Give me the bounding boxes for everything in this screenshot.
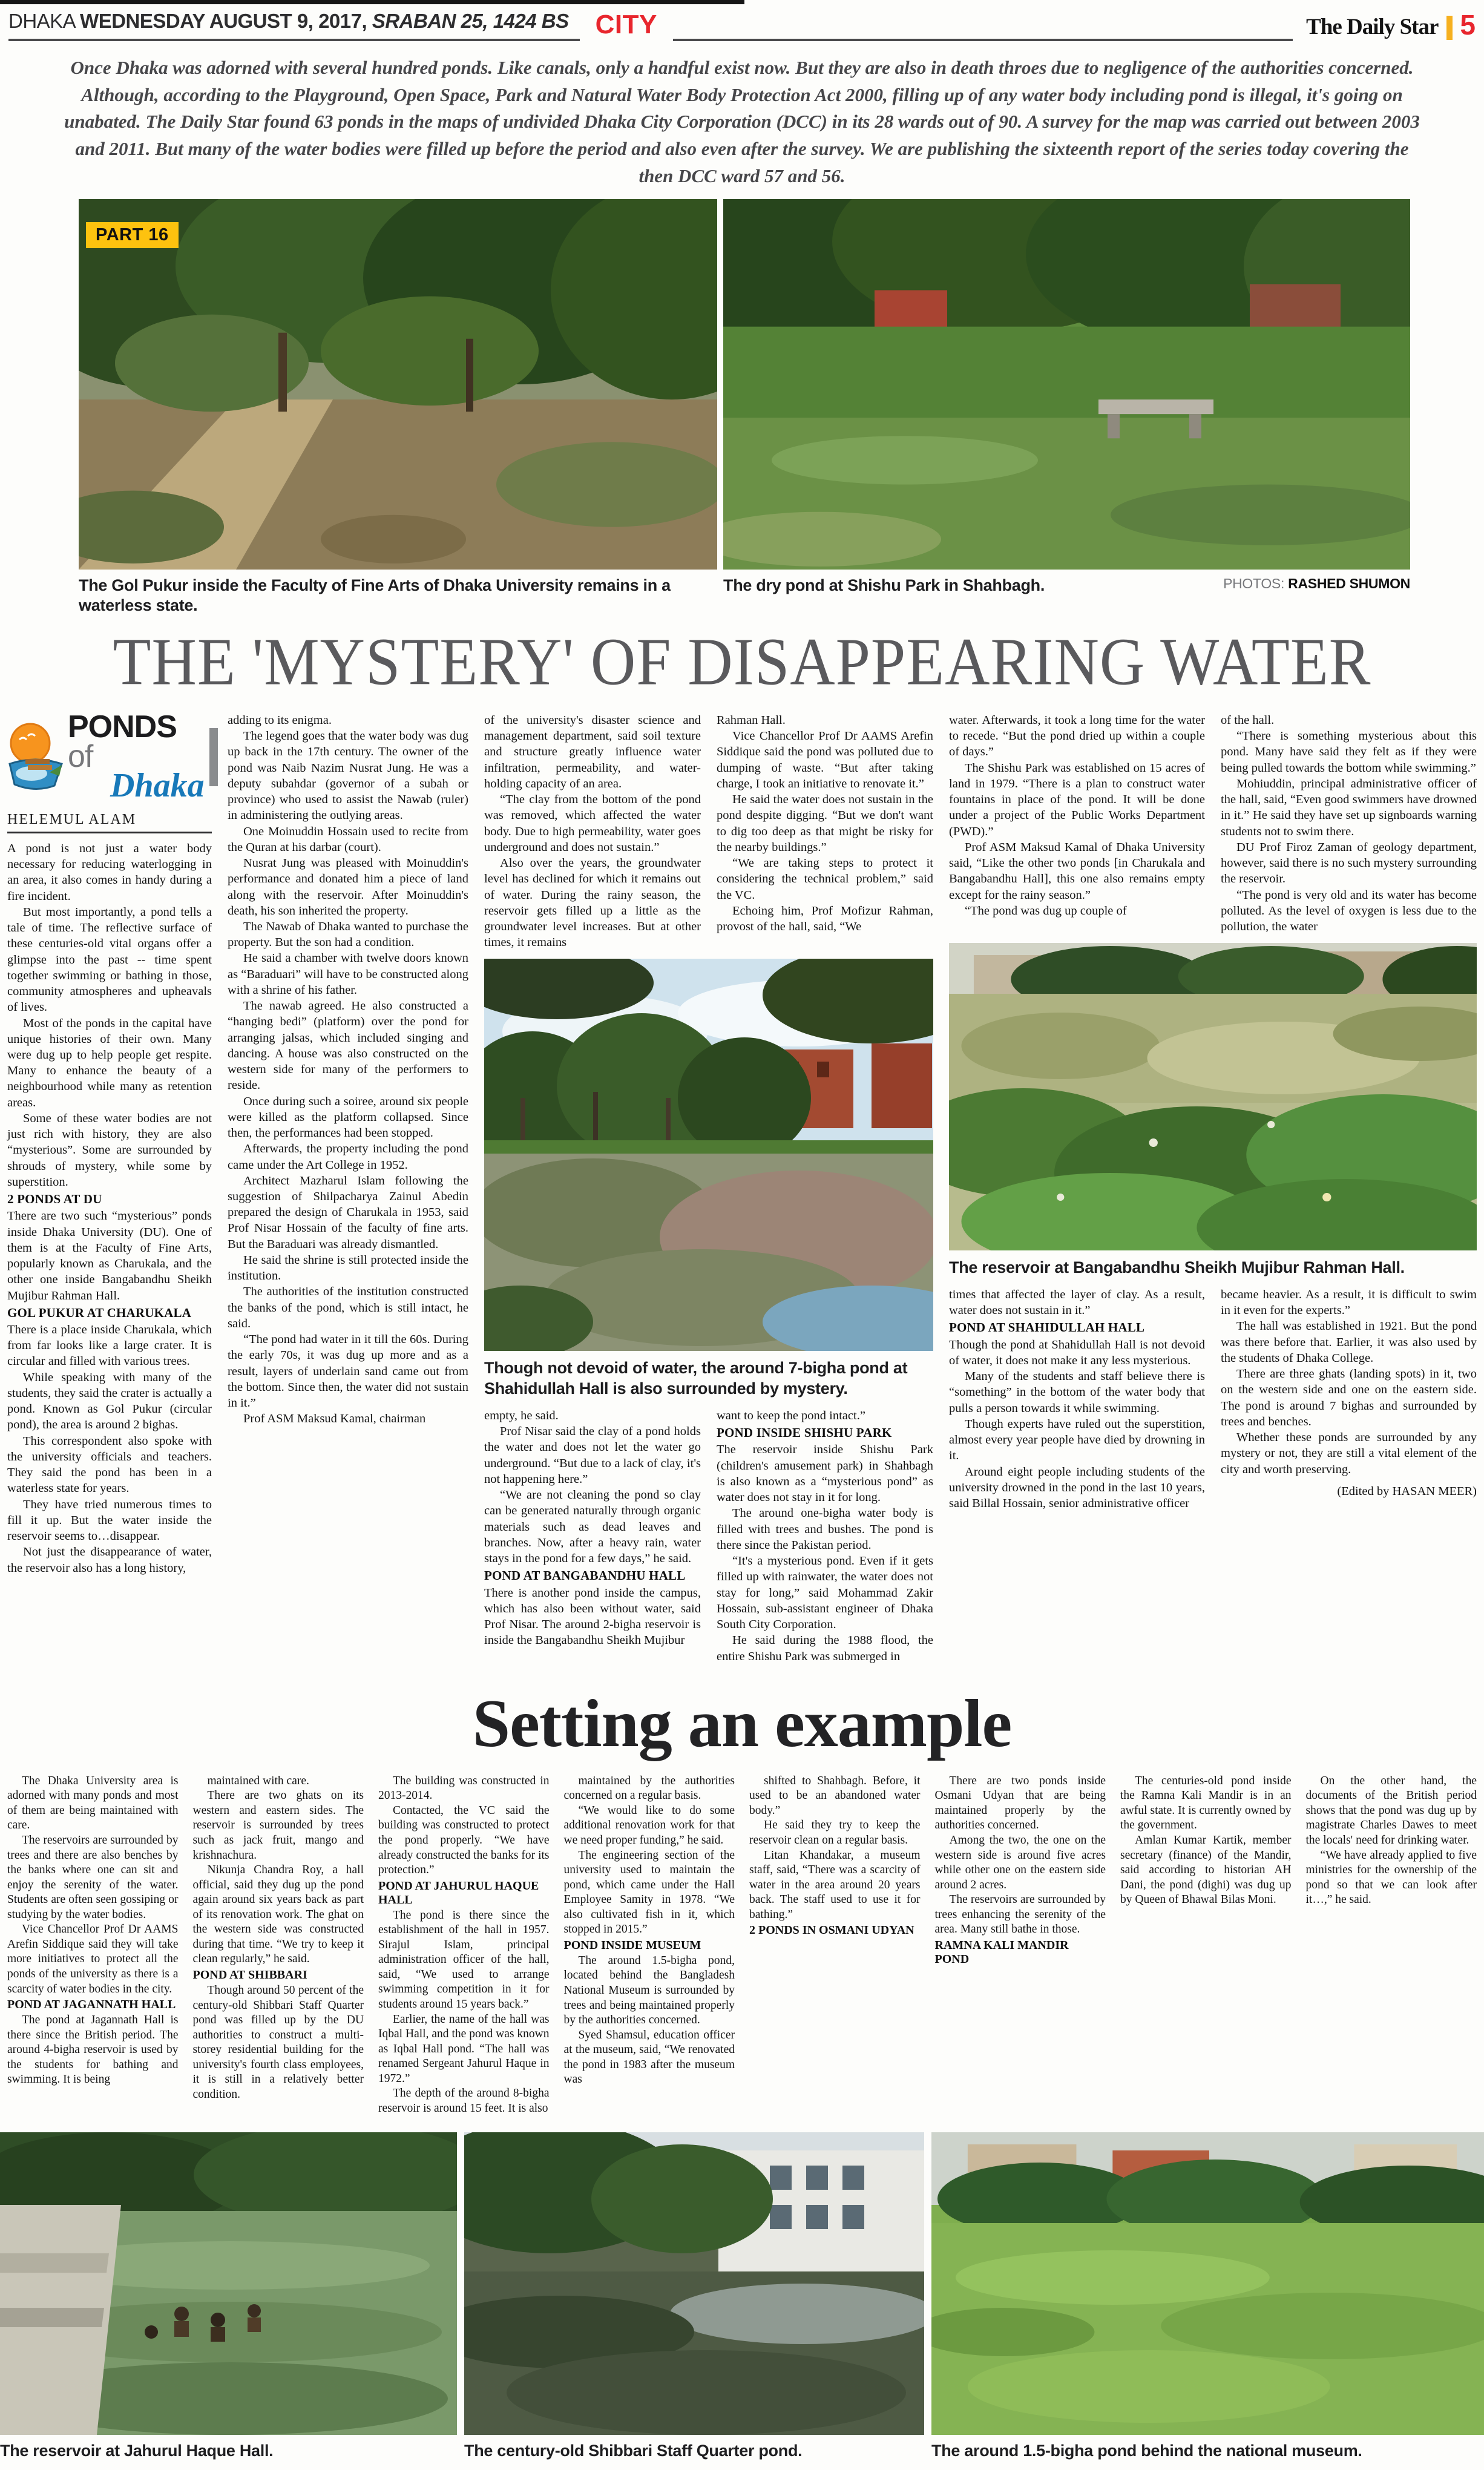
article-paragraph: They have tried numerous times to fill it up. But the water inside the reservoir seems to…disappear. [7,1497,212,1543]
article-paragraph: Though experts have ruled out the superstition, almost every year people have died by drowning in it. [949,1417,1205,1463]
secondary-article [0,1774,1484,2117]
article-paragraph: “We are not cleaning the pond so clay can be generated naturally through organic materials such as dead leaves and branches. Now, after a heavy rain, water stays in the pond for a few days,” he said. [484,1488,701,1566]
masthead-dateline [8,10,580,41]
secondary-headline: Setting an example [472,1686,1012,1761]
photo-bangabandhu-reservoir [949,943,1477,1250]
article-paragraph: The depth of the around 8-bigha reservoir is around 15 feet. It is also [378,2087,550,2115]
article-paragraph: One Moinuddin Hossain used to recite from the Quran at his darbar (court). [228,824,468,854]
article-paragraph: He said a chamber with twelve doors known as “Baraduari” will have to be constructed along with a shrine of his father. [228,951,468,997]
photo-shishu-park-image [723,199,1410,570]
article-paragraph: The around 1.5-bigha pond, located behind the Bangladesh National Museum is surrounded by trees and being maintained properly by the authorities concerned. [563,1954,735,2027]
logo-words [68,709,205,804]
bottom-column-4 [564,1774,735,2117]
article-paragraph: There are two ponds inside Osmani Udyan that are being maintained properly by the authorities concerned. [934,1774,1106,1832]
article-paragraph: Whether these ponds are surrounded by any mystery or not, they are still a vital element of the city and worth preserving. [1221,1431,1477,1476]
article-paragraph: of the university's disaster science and management department, said soil texture and structure greatly influence water infiltration, permeability, and water-holding capacity of an area. [484,713,701,790]
bottom-captions-row [0,2441,1484,2460]
article-paragraph: The pond is there since the establishment of the hall in 1957. Sirajul Islam, principal administration officer of the hall, said, “We used to arrange swimming competition in it for students around 15 years back.” [378,1908,550,2011]
article-paragraph: “The pond is very old and its water has become polluted. As the level of oxygen is less due to the pollution, the water [1221,888,1477,933]
article-columns-3-4 [484,712,933,1664]
part-badge: PART 16 [86,222,179,248]
article-paragraph: Some of these water bodies are not just rich with history, they are also “mysterious”. Some are surrounded by shrouds of mystery, while some by superstition. [7,1111,212,1189]
caption-shibbari: The century-old Shibbari Staff Quarter pond. [464,2441,803,2460]
caption-gol-pukur: The Gol Pukur inside the Faculty of Fine Arts of Dhaka University remains in a waterless state. [79,576,671,614]
article-paragraph: The around one-bigha water body is filled with trees and bushes. The pond is there since the Pakistan period. [717,1506,933,1552]
article-subhead: POND AT JAHURUL HAQUE HALL [378,1879,539,1907]
masthead-date-bs: SRABAN 25, 1424 BS [372,10,569,32]
article-subhead: GOL PUKUR AT CHARUKALA [7,1305,192,1320]
bottom-photos-row [0,2132,1484,2435]
top-captions-row [79,576,1410,615]
bottom-column-2 [193,1774,364,2117]
article-column-3-bottom [484,1408,701,1664]
article-paragraph: The nawab agreed. He also constructed a “hanging bedi” (platform) over the pond for arranging jalsas, which included singing and dancing. A house was also constructed on the western side for many of the performers to reside. [228,999,468,1092]
photo-credit-name: RASHED SHUMON [1288,576,1410,592]
logo-ponds: PONDS [68,709,177,744]
article-paragraph: The building was constructed in 2013-2014. [378,1774,550,1802]
photo-gol-pukur-image [79,199,717,570]
article-subhead: POND AT SHIBBARI [192,1968,307,1982]
photo-gol-pukur [79,199,717,570]
article-paragraph: The Nawab of Dhaka wanted to purchase the property. But the son had a condition. [228,920,468,950]
article-column-6-top [1221,712,1477,934]
photo-shibbari [464,2132,924,2435]
article-paragraph: The pond at Jagannath Hall is there since the British period. The around 4-bigha reservoir is used by the students for bathing and swimming. It is being [7,2014,179,2086]
byline-rule [7,832,212,833]
bottom-column-1 [7,1774,179,2117]
article-paragraph: Amlan Kumar Kartik, member secretary (finance) of the Mandir, said according to historian AH Dani, the pond (dighi) was dug up by Queen of Bhawal Bilas Moni. [1120,1833,1292,1907]
article-column-5-top [949,712,1205,934]
article-paragraph: Most of the ponds in the capital have unique histories of their own. Many were dug up to help people get respite. Many to enhance the beauty of a neighbourhood while many as retention areas. [7,1016,212,1109]
article-columns-5-6 [949,712,1477,1664]
masthead-date: WEDNESDAY AUGUST 9, 2017, [80,10,367,32]
article-paragraph: Rahman Hall. [717,713,786,727]
article-paragraph: On the other hand, the documents of the British period shows that the pond was dug up by magistrate Charles Dawes to meet the locals' need for drinking water. [1305,1774,1477,1847]
article-paragraph: “The clay from the bottom of the pond was removed, which affected the water body. Due to high permeability, water goes underground and does not sustain.” [484,793,701,854]
main-article [0,697,1484,1664]
photo-museum-pond [931,2132,1484,2435]
photo-jahurul-haque [0,2132,457,2435]
article-paragraph: want to keep the pond intact.” [717,1408,865,1422]
article-subhead: POND INSIDE MUSEUM [563,1938,701,1952]
article-paragraph: There is a place inside Charukala, which from far looks like a large crater. It is circular and filled with various trees. [7,1322,212,1368]
article-column-1 [7,709,212,1664]
article-paragraph: There is another pond inside the campus, which has also been without water, said Prof Nisar. The around 2-bigha reservoir is inside the Bangabandhu Sheikh Mujibur [484,1586,701,1647]
article-paragraph: Though around 50 percent of the century-old Shibbari Staff Quarter pond was filled up by the DU authorities to construct a multi-storey residential building for the university's fourth class employees, it is still in a relatively better condition. [192,1984,364,2101]
photo-shibbari-image [464,2132,924,2435]
article-paragraph: water. Afterwards, it took a long time for the water to recede. “But the pond dried up within a couple of days.” [949,713,1205,759]
caption-shishu-park-row [723,576,1410,615]
photo-jahurul-haque-image [0,2132,457,2435]
article-paragraph: Prof ASM Maksud Kamal of Dhaka University said, “Like the other two ponds [in Charukala and Bangabandhu Hall], this one also remains empty except for the rainy season.” [949,840,1205,902]
article-paragraph: Contacted, the VC said the building was constructed to protect the pond properly. “We have already constructed the banks for its protection.” [378,1804,550,1877]
article-paragraph: Vice Chancellor Prof Dr AAMS Arefin Siddique said they will take more initiatives to protect all the ponds of the university as there is a scarcity of water bodies in the city. [7,1923,179,1995]
article-paragraph: The engineering section of the university used to maintain the pond, which came under the Hall Employee Samity in 1978. “We also cultivated fish in it, which stopped in 2015.” [563,1848,735,1936]
article-paragraph: There are three ghats (landing spots) in it, two on the western side and one on the eastern side. The pond is around 7 bighas and surrounded by trees and benches. [1221,1367,1477,1428]
article-subhead: POND AT JAGANNATH HALL [7,1998,176,2012]
article-paragraph: The legend goes that the water body was dug up back in the 17th century. The owner of the pond was Naib Nazim Nusrat Jung. He was a deputy subahdar (governor of a subah or province) who used to assist the Nawab (ruler) in administering the outlying areas. [228,729,468,823]
article-paragraph: There are two ghats on its western and eastern sides. The reservoir is surrounded by trees such as jack fruit, mango and krishnachura. [192,1789,364,1862]
caption-shahidullah: Though not devoid of water, the around 7-bigha pond at Shahidullah Hall is also surrounded by mystery. [484,1359,908,1398]
article-paragraph: DU Prof Firoz Zaman of geology department, however, said there is no such mystery surrounding the reservoir. [1221,840,1477,886]
caption-bangabandhu: The reservoir at Bangabandhu Sheikh Mujibur Rahman Hall. [949,1258,1405,1277]
article-paragraph: While speaking with many of the students, they said the crater is actually a pond. Known as Gol Pukur (circular pond), the area is around 2 bighas. [7,1370,212,1432]
article-paragraph: The authorities of the institution constructed the banks of the pond, which is still intact, he said. [228,1285,468,1330]
article-subhead: POND AT BANGABANDHU HALL [484,1568,686,1583]
article-paragraph: He said the shrine is still protected inside the institution. [228,1253,468,1283]
article-paragraph: Around eight people including students of the university drowned in the pond in the last 10 years, said Billal Hossain, senior administrative officer [949,1465,1205,1511]
article-subhead: POND INSIDE SHISHU PARK [717,1425,892,1440]
article-paragraph: Many of the students and staff believe there is “something” in the bottom of the water body that pulls a person towards it while swimming. [949,1370,1205,1415]
article-paragraph: Nusrat Jung was pleased with Moinuddin's performance and donated him a piece of land along with the reservoir. After Moinuddin's death, his son inherited the property. [228,856,468,918]
daily-star-logo: The Daily Star [1306,15,1439,39]
article-paragraph: “We are taking steps to protect it considering the technical problem,” said the VC. [717,856,933,902]
article-subhead: POND AT SHAHIDULLAH HALL [949,1320,1145,1335]
page-number: 5 [1460,9,1476,41]
article-column-2 [228,712,468,1664]
photo-shishu-park [723,199,1410,570]
bottom-column-7 [1120,1774,1292,2117]
article-paragraph: Also over the years, the groundwater level has declined for which it remains out of water. During the rainy season, the reservoir gets filled up a little as the groundwater level increases. But at other times, it remains [484,856,701,950]
article-paragraph: A pond is not just a water body necessary for reducing waterlogging in an area, it also comes in handy during a fire incident. [7,841,212,903]
article-paragraph: of the hall. [1221,713,1275,727]
article-paragraph: The Shishu Park was established on 15 acres of land in 1979. “There is a plan to construct water fountains in place of the pond. It will be done under a project of the Public Works Department (PWD).” [949,761,1205,838]
article-paragraph: became heavier. As a result, it is difficult to swim in it even for the experts.” [1221,1287,1477,1318]
article-paragraph: Though the pond at Shahidullah Hall is not devoid of water, it does not make it any less mysterious. [949,1338,1205,1367]
article-paragraph: The centuries-old pond inside the Ramna Kali Mandir is in an awful state. It is currently owned by the government. [1120,1774,1292,1832]
logo-of: of [68,739,93,775]
article-paragraph: This correspondent also spoke with the university officials and teachers. They said the pond has been in a waterless state for years. [7,1434,212,1496]
article-column-3-top [484,712,701,951]
bottom-column-3 [378,1774,550,2117]
article-paragraph: The reservoirs are surrounded by trees enhancing the serenity of the area. Many still bathe in those. [934,1893,1106,1936]
article-paragraph: maintained with care. [207,1774,309,1787]
article-paragraph: “The pond had water in it till the 60s. During the early 70s, it was dug up more and as a result, layers of underlain sand came out from the bottom. Since then, the water did not sustain in it.” [228,1333,468,1410]
top-photos-row [79,199,1410,570]
article-column-4-top [717,712,933,951]
article-column-6-bottom [1221,1287,1477,1511]
article-paragraph: Among the two, the one on the western side is around five acres while other one on the eastern side around 2 acres. [934,1833,1106,1891]
masthead-city: DHAKA [8,10,75,32]
bottom-column-6 [935,1774,1106,2117]
photo-credit-label: PHOTOS: [1223,576,1285,592]
section-title: CITY [595,10,657,39]
article-paragraph: Syed Shamsul, education officer at the museum, said, “We renovated the pond in 1983 after the museum was [563,2028,735,2086]
article-paragraph: Nikunja Chandra Roy, a hall official, said they dug up the pond again around six years back as part of its renovation work. The ghat on the western side was constructed during that time. “We try to keep it clean regularly,” he said. [192,1864,364,1966]
article-paragraph: “It's a mysterious pond. Even if it gets filled up with rainwater, the water does not stay for long,” said Mohammad Zakir Hossain, sub-assistant engineer of Dhaka South City Corporation. [717,1554,933,1632]
article-paragraph: “The pond was dug up couple of [965,904,1127,918]
masthead-rule [673,38,1293,41]
article-paragraph: shifted to Shahbagh. Before, it used to be an abandoned water body.” [749,1774,921,1817]
main-headline: THE 'MYSTERY' OF DISAPPEARING WATER [113,625,1371,700]
article-paragraph: There are two such “mysterious” ponds inside Dhaka University (DU). One of them is at the Faculty of Fine Arts, popularly known as Charukala, and the other one inside Bangabandhu Sheikh Mujibur Rahman Hall. [7,1209,212,1302]
masthead [0,0,1484,41]
pond-sun-icon [7,721,63,793]
article-paragraph: Prof Nisar said the clay of a pond holds the water and does not let the water go underground. “But due to a lack of clay, it's not happening here.” [484,1425,701,1486]
article-subhead: 2 PONDS IN OSMANI UDYAN [749,1923,914,1937]
article-paragraph: Afterwards, the property including the pond came under the Art College in 1952. [228,1142,468,1172]
article-paragraph: Litan Khandakar, a museum staff, said, “There was a scarcity of water in the area around 20 years back. The staff used to use it for bathing.” [749,1848,921,1921]
caption-shishu-park: The dry pond at Shishu Park in Shahbagh. [723,576,1045,595]
article-paragraph: Not just the disappearance of water, the reservoir also has a long history, [7,1545,212,1575]
article-paragraph: Vice Chancellor Prof Dr AAMS Arefin Siddique said the pond was polluted due to dumping of waste. “But after taking charge, I took an initiative to renovate it.” [717,729,933,790]
photo-museum-pond-image [931,2132,1484,2435]
photo-credit [1223,576,1410,593]
article-paragraph: times that affected the layer of clay. As a result, water does not sustain in it.” [949,1287,1205,1318]
article-paragraph: maintained by the authorities concerned on a regular basis. [563,1774,735,1802]
article-paragraph: Echoing him, Prof Mofizur Rahman, provost of the hall, said, “We [717,904,933,933]
editor-note: (Edited by HASAN MEER) [1337,1484,1477,1498]
article-paragraph: The reservoir inside Shishu Park (children's amusement park) in Shahbagh is also known as a “mysterious pond” as water does not stay in it for long. [717,1443,933,1505]
photo-bangabandhu-reservoir-image [949,943,1477,1250]
byline: HELEMUL ALAM [7,811,137,827]
article-column-4-bottom [717,1408,933,1664]
article-paragraph: empty, he said. [484,1408,559,1422]
page-edge-rule [0,0,744,4]
article-paragraph: The Dhaka University area is adorned with many ponds and most of them are being maintained with care. [7,1774,179,1832]
article-paragraph: “We would like to do some additional renovation work for that we need proper funding,” he said. [563,1804,735,1847]
article-paragraph: The reservoirs are surrounded by trees and there are also benches by the banks where one can sit and enjoy the serenity of the water. Students are often seen gossiping or studying by the water bodies. [7,1833,179,1921]
article-paragraph: Architect Mazharul Islam following the suggestion of Shilpacharya Zainul Abedin prepared the design of Charukala in 1953, said Prof Nisar Hossain of the faculty of fine arts. But the Baraduari was already dismantled. [228,1174,468,1251]
article-paragraph: “We have already applied to five ministries for the ownership of the pond so that we can look after it…,” he said. [1305,1848,1477,1907]
caption-jahurul: The reservoir at Jahurul Haque Hall. [0,2441,274,2460]
article-paragraph: Prof ASM Maksud Kamal, chairman [243,1412,426,1426]
bottom-column-8 [1306,1774,1477,2117]
article-subhead: 2 PONDS AT DU [7,1192,102,1207]
article-paragraph: He said the water does not sustain in the pond despite digging. “But we don't want to dig too deep as that might be risky for the nearby buildings.” [717,793,933,854]
bottom-column-5 [749,1774,921,2117]
ponds-of-dhaka-logo [7,709,212,804]
article-paragraph: adding to its enigma. [228,713,332,727]
article-paragraph: “There is something mysterious about this pond. Many have said they felt as if they were being pulled towards the bottom while swimming.” [1221,729,1477,775]
logo-divider-bar [209,728,218,786]
article-paragraph: Once during such a soiree, around six people were killed as the platform collapsed. Since then, the performances had been stopped. [228,1094,468,1140]
series-intro: Once Dhaka was adorned with several hundred ponds. Like canals, only a handful exist now. But they are also in death throes due to negligence of the authorities concerned. Although, according to the Playground, Open Space, Park and Natural Water Body Protection Act 2000, filling up of any water body including pond is illegal, it's going on unabated. The Daily Star found 63 ponds in the maps of undivided Dhaka City Corporation (DCC) in its 28 wards out of 90. A survey for the map was carried out between 2003 and 2011. But many of the water bodies were filled up before the period and also even after the survey. We are publishing the sixteenth report of the series today covering the then DCC ward 57 and 56. [64,57,1420,186]
article-column-5-bottom [949,1287,1205,1511]
article-paragraph: But most importantly, a pond tells a tale of time. The reflective surface of these centuries-old vital organs offer a glimpse into the past -- time spent together swimming or bathing in those, community atmospheres and upheavals of lives. [7,905,212,1014]
article-paragraph: Earlier, the name of the hall was Iqbal Hall, and the pond was known as Iqbal Hall pond. “The hall was renamed Sergeant Jahurul Haque in 1972.” [378,2012,550,2085]
page-number-divider [1446,16,1453,40]
article-paragraph: He said they try to keep the reservoir clean on a regular basis. [749,1819,921,1847]
article-paragraph: The hall was established in 1921. But the pond was there before that. Earlier, it was also used by the students of Dhaka College. [1221,1319,1477,1365]
article-paragraph: He said during the 1988 flood, the entire Shishu Park was submerged in [717,1634,933,1663]
photo-shahidullah-pond-image [484,959,933,1351]
logo-dhaka: Dhaka [110,766,205,804]
caption-museum: The around 1.5-bigha pond behind the national museum. [931,2441,1362,2460]
article-subhead: RAMNA KALI MANDIR POND [934,1938,1069,1966]
article-paragraph: Mohiuddin, principal administrative officer of the hall, said, “Even good swimmers have drowned in it.” He said they have set up signboards warning students not to swim there. [1221,777,1477,838]
photo-shahidullah-pond [484,959,933,1351]
